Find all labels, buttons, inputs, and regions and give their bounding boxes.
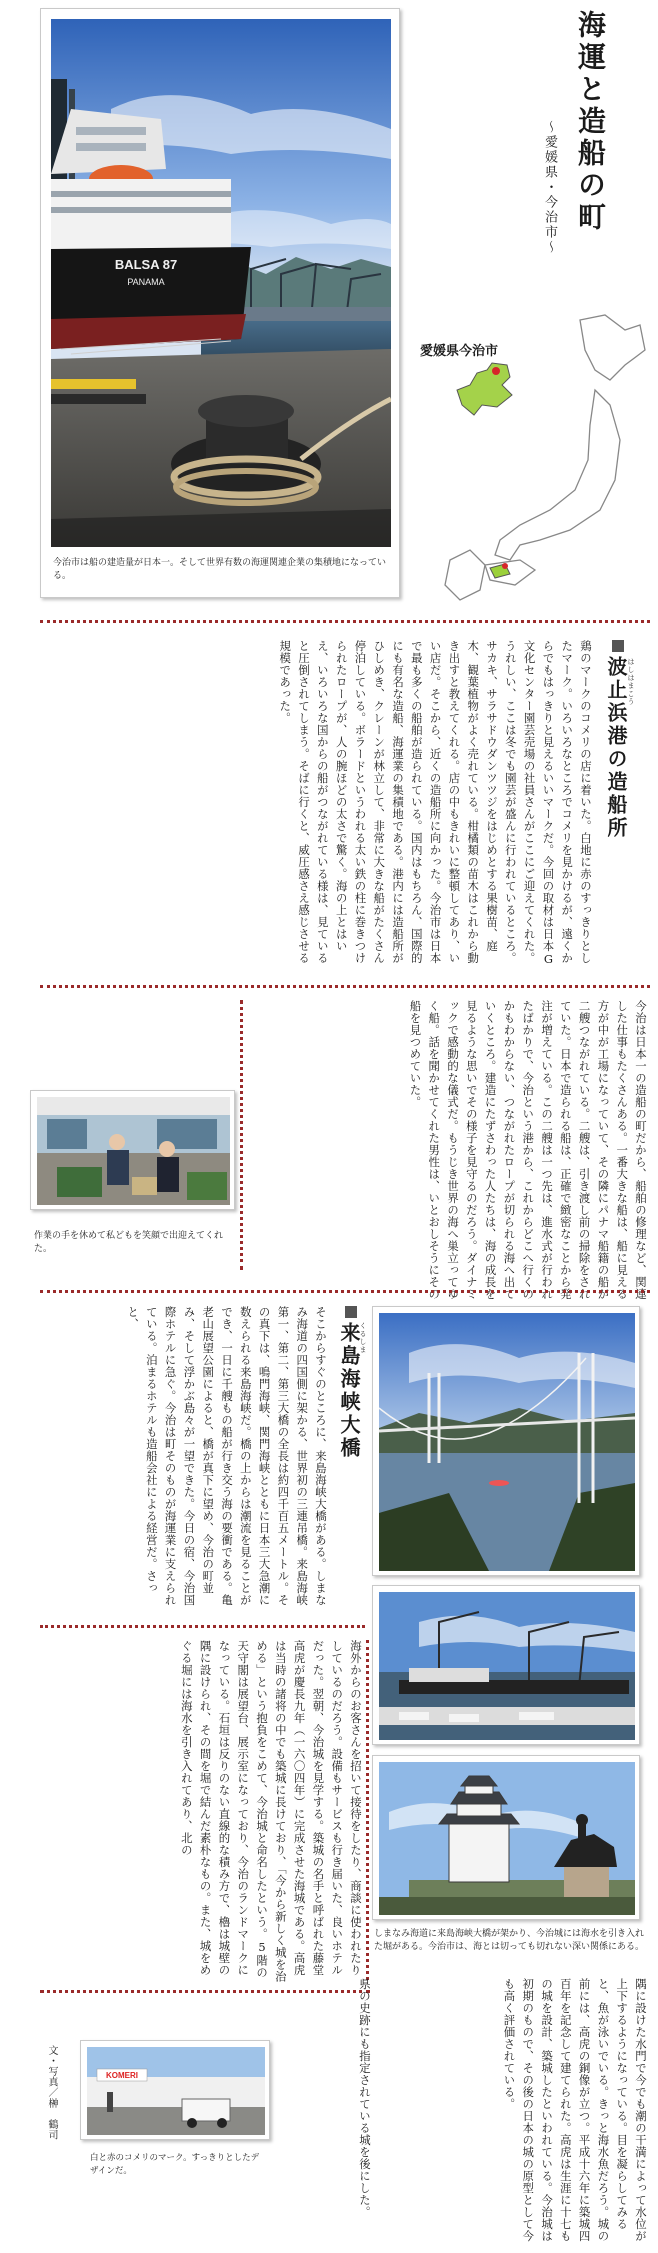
section1-ruby: はしはまこう	[627, 658, 635, 706]
hull-name: BALSA 87	[114, 257, 178, 272]
divider-3	[40, 1290, 650, 1293]
castle-photo	[379, 1762, 635, 1915]
port-photo-frame	[372, 1585, 640, 1745]
store-photo	[87, 2047, 265, 2135]
store-photo-frame	[80, 2040, 270, 2140]
divider-4	[40, 1625, 365, 1628]
ship-photo	[51, 19, 391, 547]
section1-bullet	[612, 640, 624, 652]
section2-ruby: くるしま	[359, 1322, 367, 1354]
bridge-photo	[379, 1313, 635, 1571]
bridge-photo-frame	[372, 1306, 640, 1576]
store-photo-caption: 白と赤のコメリのマーク。すっきりとしたデザインだ。	[90, 2153, 260, 2176]
store-photo-art	[87, 2047, 265, 2135]
people-photo-frame	[30, 1090, 235, 1210]
people-photo-art	[37, 1097, 230, 1205]
section1-heading: 波止浜港の造船所	[604, 656, 628, 840]
people-photo-caption: 作業の手を休めて私どもを笑顔で出迎えてくれた。	[34, 1231, 224, 1254]
castle-photo-art	[379, 1762, 635, 1915]
page-subtitle: 〜愛媛県・今治市〜	[542, 120, 557, 255]
castle-photo-frame	[372, 1755, 640, 1920]
divider-vertical	[240, 1000, 243, 1270]
section2-body: そこからすぐのところに、来島海峡大橋がある。しまなみ海道の四国側に架かる、世界初の三連吊橋。来島海峡第一、第二、第三大橋の全長は約四千百五メートル。その真下は、鳴門海峡、関門海峡とともに日本三大急潮に数えられる来島海峡だ。橋の上からは潮流を見ることができ、一日に千艘もの船が行き交う海の要衝である。亀老山展望公園によると、橋が真下に望め、今治の町並み、そして浮かぶ島々が一望できた。今日の宿、今治国際ホテルに急ぐ。今治は町そのものが海運業に支えられている。泊まるホテルも造船会社による経営だ。さっと、	[126, 1306, 328, 1606]
divider-2	[40, 985, 650, 988]
bridge-photo-art	[379, 1313, 635, 1571]
map-label-text: 愛媛県今治市	[420, 344, 499, 359]
divider-1	[40, 620, 650, 623]
section2-body4: 県の史跡にも指定されている城を後にした。	[358, 1978, 372, 2218]
hull-port: PANAMA	[127, 277, 165, 287]
japan-map	[410, 310, 650, 610]
section1-body: 鶏のマークのコメリの店に着いた。白地に赤のすっきりとしたマーク。いろいろなところでコメリを見かけるが、遠くからでもはっきりと見えるいいマークだ。今回の取材は日本G文化センター園芸売場の社員さんがここにご迎えてくれた。うれしい、ここは冬でも園芸が盛んに行われているところ。サカキ、サラサドウダンツツジをはじめとする果樹苗、庭木、観葉植物がよく売れている。柑橘類の苗木はこれから動き出すと教えてくれる。店の中もきれいに整頓してあり、いい店だ。そこから、近くの造船所に向かった。今治市は日本で最も多くの船舶が造られている。国内はもちろん、国際的にも有名な造船、海運業の集積地である。港内には造船所がひしめき、クレーンが林立して、非常に大きな船がたくさん停泊している。ボラードというわれる太い鉄の柱に巻きつけられたロープが、人の腕ほどの太さで驚く。海の上とはいえ、いろいろな国からの船がつながれている様は、見ていると圧倒されてしまう。そばに行くと、威圧感さえ感じさせる規模であった。	[278, 640, 593, 967]
divider-vertical-2	[366, 1640, 369, 1980]
map-marker-small	[502, 563, 508, 569]
right-photos-caption: しまなみ海道に来島海峡大橋が架かり、今治城には海水を引き入れた堀がある。今治市は、海とは切っても切れない深い関係にある。	[374, 1929, 645, 1952]
port-photo-art	[379, 1592, 635, 1740]
ship-photo-frame	[40, 8, 400, 598]
credit: 文・写真／榊 鶴司	[46, 2045, 57, 2141]
section2-bullet	[345, 1306, 357, 1318]
ship-photo-caption: 今治市は船の建造量が日本一。そして世界有数の海運関連企業の集積地になっている。	[53, 558, 387, 581]
people-photo	[37, 1097, 230, 1205]
section1b-body: 今治は日本一の造船の町だから、船舶の修理など、関連した仕事もたくさんある。一番大きな船は、船に見える方が中が工場になっていて、その隣にパナマ船籍の船が二艘つながれている。二艘は、引き渡し前の掃除をされていた。日本で造られる船は、正確で緻密なことから発注が増えている。この二艘は一つ先は、進水式が行われたばかりで、今治という港から、これからどこへ行くのかもわからない、つながれたロープが切られる海へ出ていくところ。建造にたずさわった人たちは、海の成長を見るような思いでその様子を見守るのだろう。ダイナミックで感動的な儀式だ。もうじき世界の海へ巣立ってゆく船。話を聞かせてくれた男性は、いとおしそうにその船を見つめていた。	[408, 1000, 648, 1300]
port-photo	[379, 1592, 635, 1740]
ship-photo-art	[51, 19, 391, 547]
section2-body3: 隅に設けた水門で今でも潮の干満によって水位が上下するようになっている。目を凝らしてみると、魚が泳いでいる。きっと海水魚だろう。城の前には、高虎の銅像が立つ。平成十六年に築城四百年を記念して建てられた。高虎は生涯に十七もの城を設計、築城したといわれている。今治城は初期のもので、その後の日本の城の原型として今も高く評価されている。	[502, 1978, 648, 2242]
store-sign: KOMERI	[106, 2071, 138, 2080]
section2-body2: 海外からのお客さんを招いて接待をしたり、商談に使われたりしているのだろう。設備もサービスも行き届いた、良いホテルだった。翌朝、今治城を見学する。築城の名手と呼ばれた藤堂高虎が慶長九年（一六〇四年）に完成させた海城である。高虎は当時の諸将の中でも築城に長けており、「今から新しく城を治める」という抱負をこめて、今治城と命名したという。5階の天守閣は展望台、展示室になっており、今治のランドマークになっている。石垣は反りのない直線的な積み方で、櫓は城壁の隅に設けられ、その間を堀で結んだ素朴なもの。また、城をめぐる堀には海水を引き入れてあり、北の	[179, 1640, 363, 1983]
imabari-marker	[492, 367, 500, 375]
page-title: 海運と造船の町	[574, 10, 607, 234]
divider-5	[40, 1990, 370, 1993]
ehime-inset-map	[452, 355, 522, 425]
section2-heading: 来島海峡大橋	[337, 1322, 361, 1460]
